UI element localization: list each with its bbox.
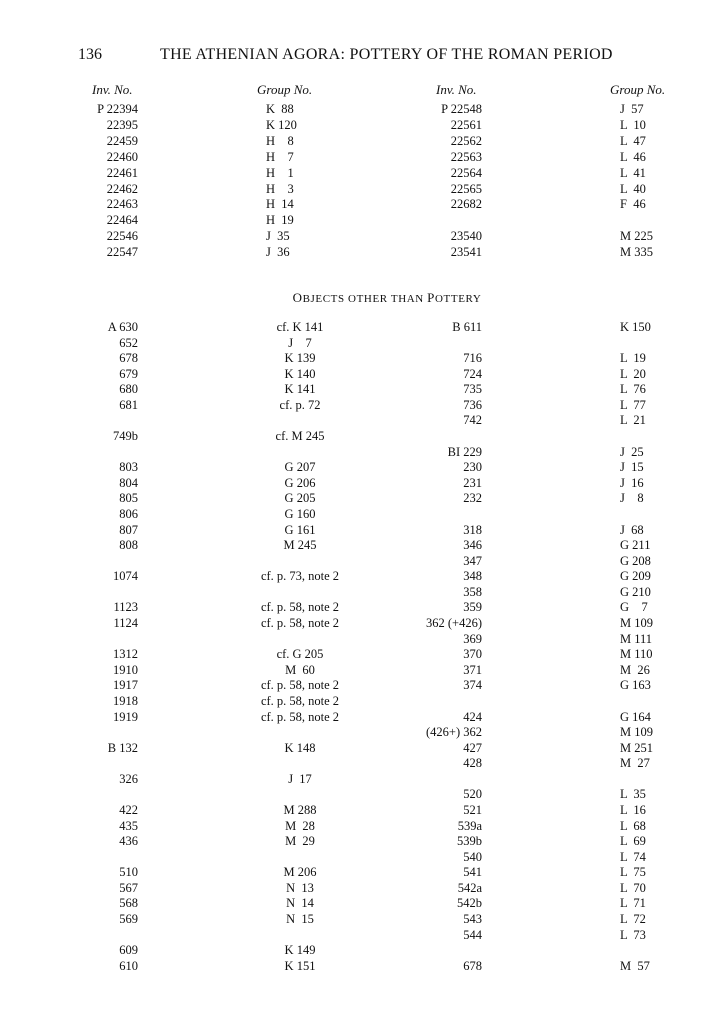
section-title-initial-1: O (292, 290, 303, 305)
table-cell: L 40 (620, 181, 646, 196)
table-cell: 232 (463, 491, 482, 506)
table-cell: 22561 (450, 117, 482, 132)
table-cell: 543 (463, 912, 482, 927)
table-cell: L 21 (620, 413, 646, 428)
table-cell: L 35 (620, 787, 646, 802)
table-cell: 23541 (450, 245, 482, 260)
table-cell: 736 (463, 397, 482, 412)
table-cell: J 35 (266, 229, 290, 244)
table-cell: F 46 (620, 197, 646, 212)
table-cell: M 110 (620, 647, 653, 662)
table-cell: L 16 (620, 802, 646, 817)
table-cell: 681 (119, 397, 138, 412)
table-cell: 805 (119, 491, 138, 506)
table-cell: 540 (463, 849, 482, 864)
table-cell: N 13 (286, 880, 314, 895)
table-cell: L 10 (620, 117, 646, 132)
table-cell: K 149 (284, 943, 316, 958)
table-cell: 680 (119, 382, 138, 397)
table-cell: L 76 (620, 382, 646, 397)
table-cell: L 69 (620, 834, 646, 849)
table-cell: J 8 (620, 491, 644, 506)
table-cell: 520 (463, 787, 482, 802)
table-cell: 1917 (113, 678, 138, 693)
table-cell: 22546 (106, 229, 138, 244)
table-cell: L 68 (620, 818, 646, 833)
table-cell: 22562 (450, 133, 482, 148)
table-cell: 346 (463, 538, 482, 553)
table-cell: L 72 (620, 912, 646, 927)
table-cell: 370 (463, 647, 482, 662)
table-cell: L 74 (620, 849, 646, 864)
table-cell: M 245 (283, 538, 317, 553)
table-cell: L 47 (620, 133, 646, 148)
table-cell: G 205 (284, 491, 316, 506)
table-cell: cf. p. 58, note 2 (260, 616, 340, 631)
table-cell: 542a (457, 880, 482, 895)
table-cell: 22682 (450, 197, 482, 212)
table-cell: 567 (119, 880, 138, 895)
table-cell: G 206 (284, 475, 316, 490)
table-cell: N 14 (286, 896, 314, 911)
table-cell: 22461 (106, 165, 138, 180)
table-cell: H 8 (266, 133, 294, 148)
table-cell: G 160 (284, 506, 316, 521)
table-cell: 803 (119, 460, 138, 475)
table-cell: 22463 (106, 197, 138, 212)
table-cell: G 7 (620, 600, 648, 615)
table-cell: H 7 (266, 149, 294, 164)
table-cell: 22547 (106, 245, 138, 260)
section-title-part-1: BJECTS OTHER THAN (302, 293, 428, 305)
table-cell: L 73 (620, 927, 646, 942)
table-cell: 652 (119, 335, 138, 350)
table-cell: 348 (463, 569, 482, 584)
col-header-group-left: Group No. (257, 82, 313, 97)
table-cell: 742 (463, 413, 482, 428)
table-cell: 22459 (106, 133, 138, 148)
table-cell: M 57 (620, 958, 650, 973)
table-cell: K 141 (284, 382, 316, 397)
table-cell: M 27 (620, 756, 650, 771)
table-cell: 569 (119, 912, 138, 927)
table-cell: J 36 (266, 245, 290, 260)
col-header-group-right: Group No. (610, 82, 666, 97)
table-cell: J 57 (620, 102, 644, 116)
table-cell: 359 (463, 600, 482, 615)
table-cell: M 109 (620, 616, 653, 631)
table-cell: L 46 (620, 149, 646, 164)
table-cell: 22564 (450, 165, 482, 180)
table-cell: G 207 (284, 460, 316, 475)
table-cell: 716 (463, 351, 482, 366)
table-cell: L 77 (620, 397, 646, 412)
table-cell: 436 (119, 834, 138, 849)
table-cell: cf. p. 58, note 2 (260, 709, 340, 724)
table-cell: 369 (463, 631, 482, 646)
table-cell: J 25 (620, 444, 644, 459)
running-title: THE ATHENIAN AGORA: POTTERY OF THE ROMAN PERIOD (160, 46, 613, 63)
table-cell: 610 (119, 958, 138, 973)
table-cell: (426+) 362 (426, 725, 482, 740)
table-cell: P 22394 (97, 102, 138, 116)
table-cell: 23540 (450, 229, 482, 244)
table-cell: H 3 (266, 181, 294, 196)
table-cell: 521 (463, 802, 482, 817)
table-cell: cf. p. 58, note 2 (260, 600, 340, 615)
table-cell: 807 (119, 522, 138, 537)
table-cell: M 28 (285, 818, 315, 833)
table-cell: 318 (463, 522, 482, 537)
table-cell: G 210 (620, 584, 651, 599)
table-cell: cf. p. 72 (279, 397, 321, 412)
table-cell: 1074 (113, 569, 138, 584)
table-cell: cf. K 141 (276, 320, 324, 334)
table-cell: L 19 (620, 351, 646, 366)
table-cell: N 15 (286, 912, 314, 927)
table-cell: 22563 (450, 149, 482, 164)
table-cell: 231 (463, 475, 482, 490)
table-cell: J 17 (288, 771, 312, 786)
table-cell: 804 (119, 475, 138, 490)
table-cell: 22462 (106, 181, 138, 196)
table-cell: K 148 (284, 740, 316, 755)
table-cell: G 208 (620, 553, 651, 568)
table-cell: 374 (463, 678, 482, 693)
col-header-inv-right: Inv. No. (436, 82, 477, 97)
table-cell: J 68 (620, 522, 644, 537)
table-cell: 362 (+426) (426, 616, 482, 631)
table-cell: L 75 (620, 865, 646, 880)
table-cell: 1123 (113, 600, 138, 615)
table-cell: M 29 (285, 834, 315, 849)
table-cell: H 19 (266, 213, 294, 228)
table-cell: 22565 (450, 181, 482, 196)
table-cell: M 225 (620, 229, 653, 244)
table-cell: 510 (119, 865, 138, 880)
table-cell: 678 (119, 351, 138, 366)
table-cell: 22460 (106, 149, 138, 164)
table-cell: 428 (463, 756, 482, 771)
table-cell: 371 (463, 662, 482, 677)
table-cell: 808 (119, 538, 138, 553)
table-cell: K 88 (266, 102, 294, 116)
table-cell: P 22548 (441, 102, 482, 116)
table-cell: L 70 (620, 880, 646, 895)
table-cell: 679 (119, 366, 138, 381)
col-header-inv-left: Inv. No. (92, 82, 133, 97)
table-cell: 326 (119, 771, 138, 786)
table-cell: L 20 (620, 366, 646, 381)
table-cell: 568 (119, 896, 138, 911)
table-cell: G 163 (620, 678, 651, 693)
table-cell: 724 (463, 366, 482, 381)
table-cell: B 132 (107, 740, 138, 755)
table-cell: K 150 (620, 320, 651, 334)
section-title-part-2: OTTERY (435, 293, 482, 305)
table-cell: K 140 (284, 366, 316, 381)
table-cell: M 109 (620, 725, 653, 740)
table-cell: K 139 (284, 351, 316, 366)
table-cell: 1312 (113, 647, 138, 662)
table-cell: 427 (463, 740, 482, 755)
table-cell: 542b (457, 896, 482, 911)
table-cell: 749b (113, 429, 138, 444)
table-cell: cf. p. 58, note 2 (260, 693, 340, 708)
table-cell: J 16 (620, 475, 644, 490)
table-cell: J 7 (288, 335, 312, 350)
table-cell: 358 (463, 584, 482, 599)
table-cell: BI 229 (447, 444, 482, 459)
table-cell: cf. G 205 (276, 647, 324, 662)
table-cell: 1910 (113, 662, 138, 677)
table-cell: 22464 (106, 213, 138, 228)
table-cell: M 26 (620, 662, 650, 677)
table-cell: M 288 (283, 802, 317, 817)
table-cell: 424 (463, 709, 482, 724)
table-cell: 544 (463, 927, 482, 942)
table-cell: 609 (119, 943, 138, 958)
table-cell: 539b (457, 834, 482, 849)
table-cell: J 15 (620, 460, 644, 475)
table-cell: G 211 (620, 538, 651, 553)
table-cell: M 60 (285, 662, 315, 677)
table-cell: cf. p. 73, note 2 (260, 569, 340, 584)
table-cell: cf. p. 58, note 2 (260, 678, 340, 693)
table-cell: 678 (463, 958, 482, 973)
table-cell: M 251 (620, 740, 653, 755)
table-cell: M 335 (620, 245, 653, 260)
table-cell: H 1 (266, 165, 294, 180)
table-cell: H 14 (266, 197, 294, 212)
table-cell: 806 (119, 506, 138, 521)
table-cell: 541 (463, 865, 482, 880)
table-cell: 22395 (106, 117, 138, 132)
table-cell: 735 (463, 382, 482, 397)
table-cell: 422 (119, 802, 138, 817)
table-cell: L 71 (620, 896, 646, 911)
table-cell: A 630 (107, 320, 138, 334)
table-cell: K 120 (266, 117, 297, 132)
table-cell: G 161 (284, 522, 316, 537)
table-cell: 1124 (113, 616, 138, 631)
table-cell: 1918 (113, 693, 138, 708)
table-cell: M 111 (620, 631, 653, 646)
table-cell: K 151 (284, 958, 316, 973)
table-cell: L 41 (620, 165, 646, 180)
section-title (0, 290, 714, 306)
table-cell: 230 (463, 460, 482, 475)
table-cell: M 206 (283, 865, 317, 880)
page-number: 136 (78, 46, 102, 63)
table-cell: 539a (457, 818, 482, 833)
section-title-initial-2: P (427, 290, 436, 305)
table-cell: 347 (463, 553, 482, 568)
table-cell: 435 (119, 818, 138, 833)
table-cell: cf. M 245 (275, 429, 325, 444)
table-cell: 1919 (113, 709, 138, 724)
table-cell: B 611 (452, 320, 482, 334)
table-cell: G 209 (620, 569, 651, 584)
table-cell: G 164 (620, 709, 651, 724)
